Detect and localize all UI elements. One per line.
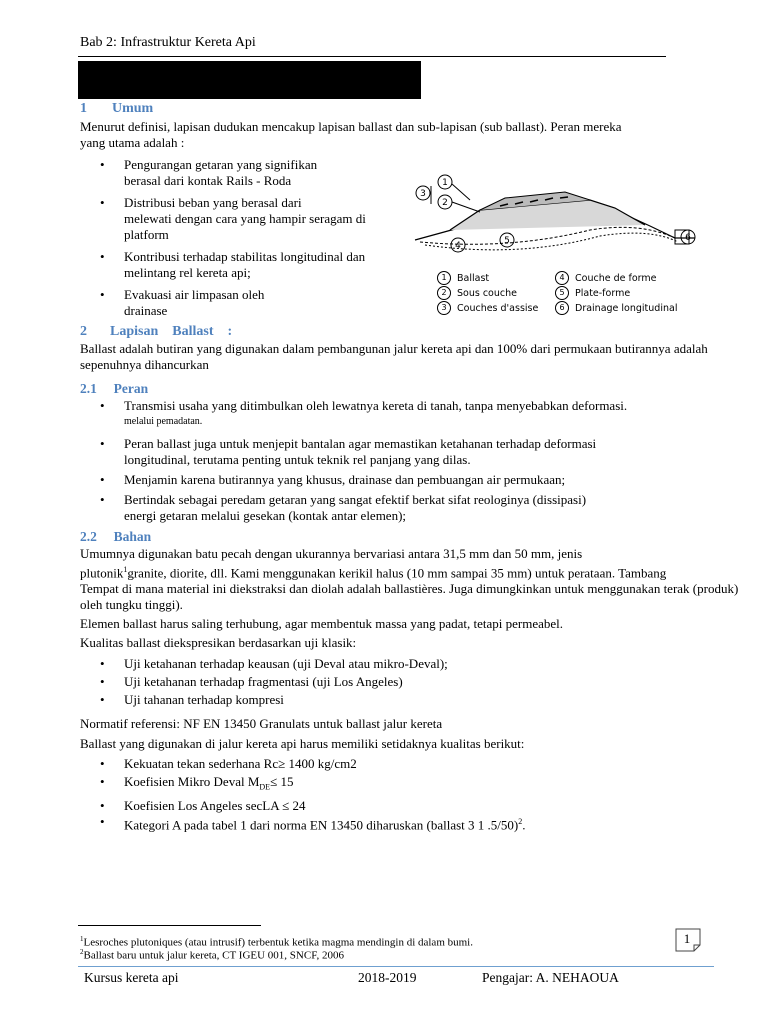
section-2-2-text: Umumnya digunakan batu pecah dengan ukurannya bervariasi antara 31,5 mm dan 50 mm, jenis plutonik$^1$granite, diorite, dll. Kami menggunakan kerikil halus (10 mm sampai 35 mm) untuk perataan. Tambang Tempat di mana material ini diekstraksi dan diolah adalah ballastières. Juga dimungkinkan untuk menggunakan terak (produk) oleh tungku tinggi). Elemen ballast harus saling terhubung, agar membentuk massa yang padat, tetapi permeabel. Kualitas ballast diekspresikan berdasarkan uji klasik: <box>80 546 739 651</box>
section-1-intro: Menurut definisi, lapisan dudukan mencakup lapisan ballast dan sub-lapisan (sub ballast). Peran mereka yang utama adalah : <box>80 119 622 150</box>
legend-label: Drainage longitudinal <box>575 302 678 314</box>
section-2-1-bullets <box>100 398 740 528</box>
legend-label: Couche de forme <box>575 272 657 284</box>
legend-number: 4 <box>555 271 569 285</box>
list-item: • Kekuatan tekan sederhana Rc≥ 1400 kg/cm2 <box>100 756 357 771</box>
section-2-1-heading: 2.1 Peran <box>80 381 149 396</box>
list-item: • Bertindak sebagai peredam getaran yang sangat efektif berkat sifat reologinya (dissipasi) energi getaran melalui gesekan (kontak antar elemen); <box>100 492 587 523</box>
legend-item <box>555 271 705 285</box>
legend-label: Sous couche <box>457 287 517 299</box>
legend-item <box>437 271 555 285</box>
legend-number: 6 <box>555 301 569 315</box>
legend-item <box>555 301 705 315</box>
list-item: • Menjamin karena butirannya yang khusus, drainase dan pembuangan air permukaan; <box>100 472 566 487</box>
footer-course: Kursus kereta api <box>84 970 179 985</box>
list-item: • Uji tahanan terhadap kompresi <box>100 692 284 707</box>
page-number-box <box>675 928 701 952</box>
footer-rule <box>78 966 714 967</box>
section-title: Umum <box>112 101 154 116</box>
legend-number: 1 <box>437 271 451 285</box>
section-2-paragraph: Ballast adalah butiran yang digunakan dalam pembangunan jalur kereta api dan 100% dari permukaan butirannya adalah sepenuhnya dihancurkan <box>80 341 708 372</box>
marker-2: 2 <box>442 198 448 208</box>
legend-label: Ballast <box>457 272 490 284</box>
list-item: • Koefisien Mikro Deval $M_{DE}\le 15$ <box>100 774 294 792</box>
footer-teacher: Pengajar: A. NEHAOUA <box>482 970 619 985</box>
list-item: • Kontribusi terhadap stabilitas longitudinal dan melintang rel kereta api; <box>100 249 366 280</box>
legend-item <box>555 286 705 300</box>
marker-5: 5 <box>504 236 510 246</box>
legend-number: 5 <box>555 286 569 300</box>
redacted-title-bar <box>78 61 421 99</box>
footnote-1: $^1$Lesroches plutoniques (atau intrusif) terbentuk ketika magma mendingin di dalam bumi. <box>80 935 473 949</box>
running-header: Bab 2: Infrastruktur Kereta Api <box>80 35 256 50</box>
section-2-2-heading: 2.2 Bahan <box>80 529 152 544</box>
list-item: • Uji ketahanan terhadap keausan (uji Deval atau mikro-Deval); <box>100 656 448 671</box>
quality-list <box>100 756 700 833</box>
legend-item <box>437 286 555 300</box>
marker-6: 6 <box>685 233 691 243</box>
section-1-heading <box>80 101 153 117</box>
list-item: • Kategori A pada tabel 1 dari norma EN 13450 diharuskan (ballast 3 1 .5/50)$^2$. <box>100 813 526 832</box>
footnote-separator <box>78 925 261 926</box>
header-rule <box>78 56 666 57</box>
norm-reference: Normatif referensi: NF EN 13450 Granulats untuk ballast jalur kereta Ballast yang digunakan di jalur kereta api harus memiliki setidaknya kualitas berikut: <box>80 716 525 751</box>
legend-number: 3 <box>437 301 451 315</box>
figure-legend <box>437 271 697 315</box>
legend-item <box>437 301 555 315</box>
section-2-heading: 2 Lapisan Ballast : <box>80 324 233 339</box>
section-number: 1 <box>80 101 87 116</box>
list-item: • Koefisien Los Angeles secLA ≤ 24 <box>100 797 306 813</box>
page-number: 1 <box>683 931 691 946</box>
test-list <box>100 656 700 710</box>
footnote-2: $^2$Ballast baru untuk jalur kereta, CT IGEU 001, SNCF, 2006 <box>80 948 344 962</box>
marker-1: 1 <box>442 178 448 188</box>
list-item: • Evakuasi air limpasan oleh drainase <box>100 287 265 318</box>
footer-year: 2018-2019 <box>358 970 417 985</box>
legend-number: 2 <box>437 286 451 300</box>
list-item: • Uji ketahanan terhadap fragmentasi (uji Los Angeles) <box>100 674 403 689</box>
marker-4: 4 <box>455 241 461 251</box>
section-title: Lapisan Ballast : <box>110 324 233 339</box>
list-item: • Pengurangan getaran yang signifikan berasal dari kontak Rails - Roda <box>100 157 318 188</box>
footnote-ref: 1 <box>123 565 128 574</box>
list-item: • Peran ballast juga untuk menjepit bantalan agar memastikan ketahanan terhadap deformasi longitudinal, terutama penting untuk teknik rel panjang yang dilas. <box>100 436 597 467</box>
list-item: • Transmisi usaha yang ditimbulkan oleh lewatnya kereta di tanah, tanpa menyebabkan deformasi. melalui pemadatan. <box>100 398 628 427</box>
legend-label: Couches d'assise <box>457 302 539 314</box>
section-1-bullets <box>100 157 390 325</box>
list-item: • Distribusi beban yang berasal dari melewati dengan cara yang hampir seragam di platform <box>100 195 366 242</box>
legend-label: Plate-forme <box>575 287 631 299</box>
marker-3: 3 <box>420 189 426 199</box>
